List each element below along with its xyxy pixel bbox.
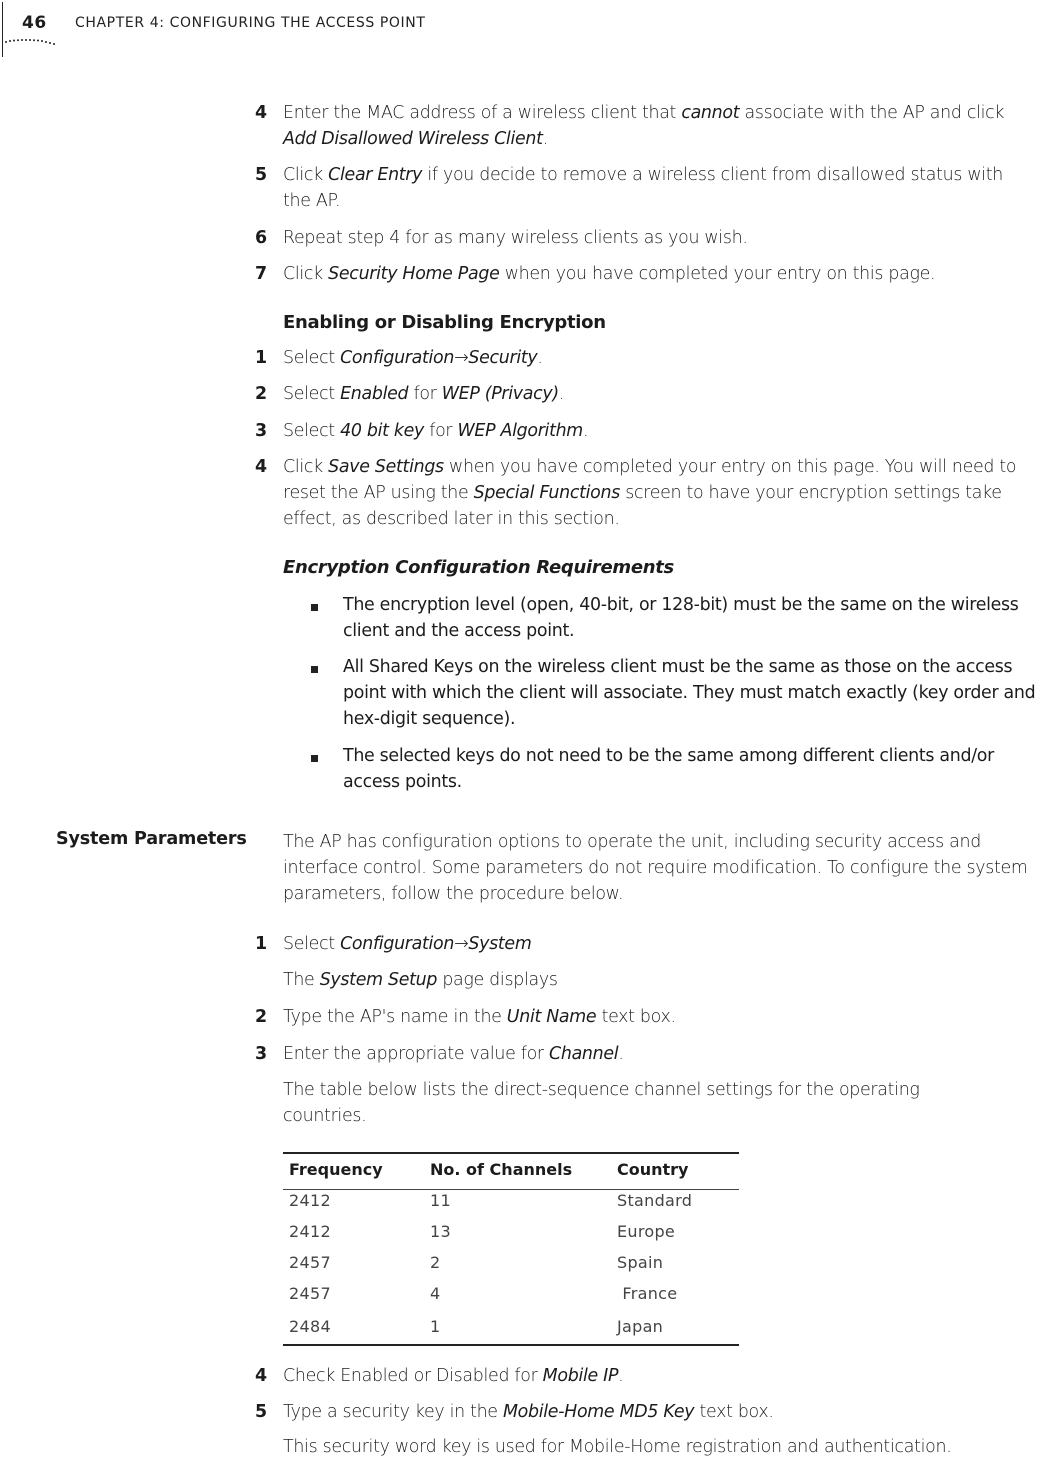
step-text: Check Enabled or Disabled for Mobile IP. bbox=[283, 1366, 624, 1386]
table-cell: 2 bbox=[430, 1253, 441, 1272]
step-text: Type a security key in the Mobile-Home MD5 Key text box. bbox=[283, 1402, 774, 1422]
table-cell: 13 bbox=[430, 1222, 451, 1241]
table-rule-top bbox=[283, 1152, 739, 1154]
table-cell: Europe bbox=[617, 1222, 676, 1241]
step-note: This security word key is used for Mobile-Home registration and authentication. bbox=[283, 1437, 952, 1457]
table-cell: France bbox=[617, 1284, 678, 1303]
header-corner-rule bbox=[2, 2, 3, 57]
page-number: 46 bbox=[22, 13, 47, 33]
chapter-title: CHAPTER 4: CONFIGURING THE ACCESS POINT bbox=[75, 15, 426, 31]
step-number: 4 bbox=[255, 103, 268, 123]
step-number: 1 bbox=[255, 934, 268, 954]
table-cell: 1 bbox=[430, 1317, 441, 1336]
table-header-channels: No. of Channels bbox=[430, 1160, 573, 1179]
subsection-heading: Encryption Configuration Requirements bbox=[283, 557, 674, 578]
table-cell: 2484 bbox=[289, 1317, 331, 1336]
step-text: Enter the appropriate value for Channel. bbox=[283, 1044, 624, 1064]
step-number: 2 bbox=[255, 1007, 268, 1027]
step-number: 5 bbox=[255, 1402, 268, 1422]
step-number: 5 bbox=[255, 165, 268, 185]
step-text: Type the AP's name in the Unit Name text box. bbox=[283, 1007, 676, 1027]
table-cell: 2412 bbox=[289, 1191, 331, 1210]
step-note: The System Setup page displays bbox=[283, 970, 558, 990]
bullet-text: The selected keys do not need to be the same among different clients and/or access points. bbox=[343, 746, 994, 792]
table-cell: Standard bbox=[617, 1191, 693, 1210]
step-number: 3 bbox=[255, 1044, 268, 1064]
section-intro: The AP has configuration options to operate the unit, including security access and interface control. Some parameters do not require modification. To configure the system parameters, follow the procedure below. bbox=[283, 832, 1028, 904]
step-text: Select Configuration→Security. bbox=[283, 348, 543, 368]
step-number: 6 bbox=[255, 228, 268, 248]
table-intro: The table below lists the direct-sequence channel settings for the operating countries. bbox=[283, 1080, 920, 1126]
step-number: 4 bbox=[255, 457, 268, 477]
section-heading: Enabling or Disabling Encryption bbox=[283, 312, 606, 333]
side-heading: System Parameters bbox=[56, 829, 247, 849]
step-text: Click Save Settings when you have completed your entry on this page. You will need to reset the AP using the Special Functions screen to have your encryption settings take effect, as described later in this section. bbox=[283, 457, 1017, 529]
step-number: 4 bbox=[255, 1366, 268, 1386]
step-text: Select 40 bit key for WEP Algorithm. bbox=[283, 421, 589, 441]
bullet-text: The encryption level (open, 40-bit, or 128-bit) must be the same on the wireless client and the access point. bbox=[343, 595, 1019, 641]
header-dotted-ornament bbox=[4, 38, 58, 48]
table-rule-bottom bbox=[283, 1344, 739, 1346]
step-text: Select Configuration→System bbox=[283, 934, 532, 954]
step-number: 3 bbox=[255, 421, 268, 441]
page-header bbox=[0, 0, 1039, 60]
table-cell: 2457 bbox=[289, 1284, 331, 1303]
step-text: Repeat step 4 for as many wireless clients as you wish. bbox=[283, 228, 748, 248]
table-cell: 2412 bbox=[289, 1222, 331, 1241]
table-cell: 4 bbox=[430, 1284, 441, 1303]
table-cell: Spain bbox=[617, 1253, 664, 1272]
bullet-text: All Shared Keys on the wireless client must be the same as those on the access point with which the client will associate. They must match exactly (key order and hex-digit sequence). bbox=[343, 657, 1036, 729]
table-cell: 11 bbox=[430, 1191, 451, 1210]
step-number: 7 bbox=[255, 264, 268, 284]
step-text: Click Clear Entry if you decide to remove a wireless client from disallowed status with the AP. bbox=[283, 165, 1004, 211]
bullet-marker bbox=[311, 654, 321, 664]
table-cell: Japan bbox=[617, 1317, 664, 1336]
step-number: 2 bbox=[255, 384, 268, 404]
bullet-marker bbox=[311, 743, 321, 753]
bullet-marker bbox=[311, 592, 321, 602]
table-cell: 2457 bbox=[289, 1253, 331, 1272]
step-text: Enter the MAC address of a wireless client that cannot associate with the AP and click Add Disallowed Wireless Client. bbox=[283, 103, 1005, 149]
step-text: Click Security Home Page when you have completed your entry on this page. bbox=[283, 264, 936, 284]
table-header-country: Country bbox=[617, 1160, 689, 1179]
step-text: Select Enabled for WEP (Privacy). bbox=[283, 384, 565, 404]
step-number: 1 bbox=[255, 348, 268, 368]
table-header-frequency: Frequency bbox=[289, 1160, 383, 1179]
